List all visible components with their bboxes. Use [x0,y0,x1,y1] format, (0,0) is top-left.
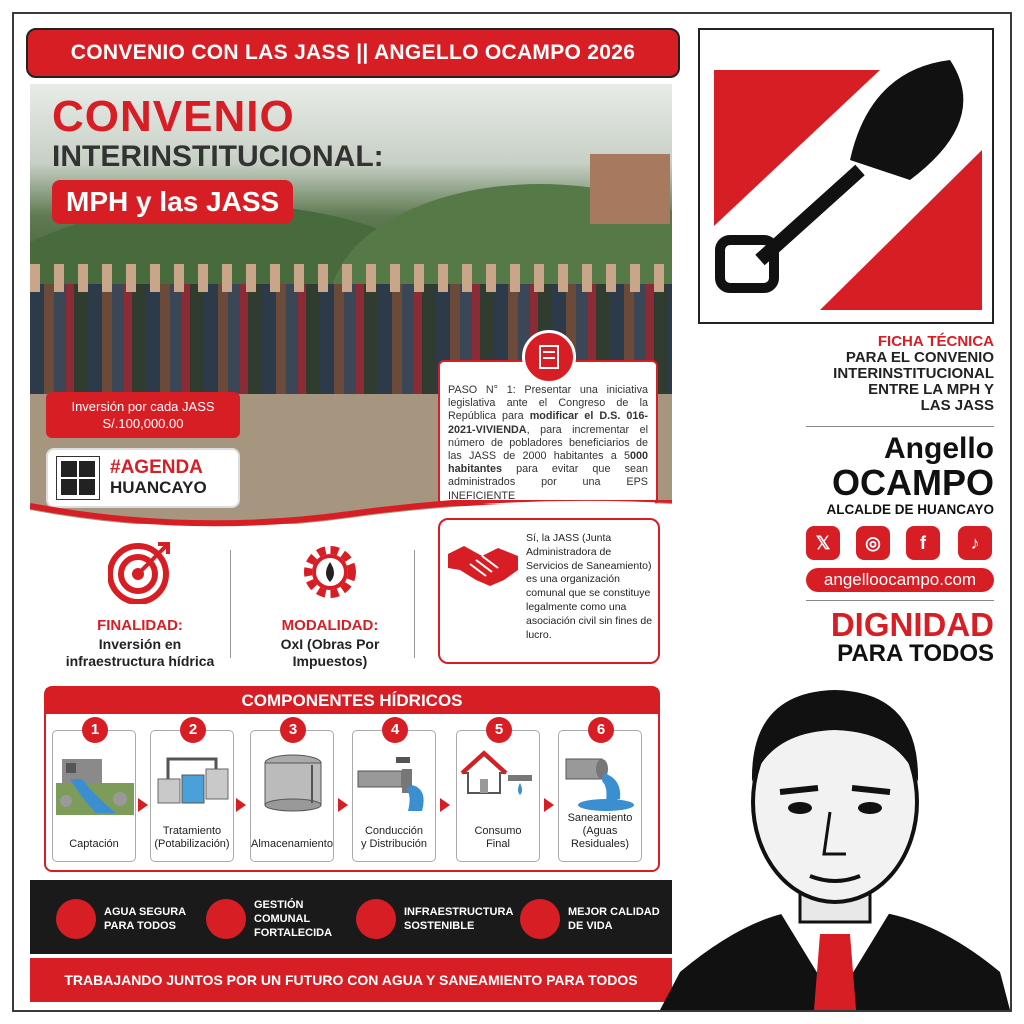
ficha-line: PARA EL CONVENIO [845,349,994,366]
ficha-tecnica [760,334,994,414]
component-label: Captación [69,838,119,850]
candidate-last-name: OCAMPO [832,462,994,503]
target-icon [108,540,172,604]
treatment-plant-icon [154,749,232,815]
website-link[interactable]: angelloocampo.com [806,568,994,592]
water-intake-icon [56,749,134,815]
component-card [150,721,234,862]
component-card [52,721,136,862]
ficha-line: INTERINSTITUCIONAL [833,365,994,382]
instagram-icon[interactable]: ◎ [856,526,890,560]
footer-slogan: TRABAJANDO JUNTOS POR UN FUTURO CON AGUA Y SANEAMIENTO PARA TODOS [30,958,672,1002]
feature-line: GESTIÓN [254,899,304,911]
community-icon [206,899,246,939]
ficha-line: ENTRE LA MPH Y [868,381,994,398]
component-card [558,721,642,862]
storage-tank-icon [254,749,332,815]
agenda-hashtag: #AGENDA [110,457,203,478]
component-label: Almacenamiento [251,838,333,850]
finalidad-value: Inversión en infraestructura hídrica [65,636,215,669]
pipe-faucet-icon [356,749,434,815]
ficha-title: FICHA TÉCNICA [877,333,994,350]
feature-line: FORTALECIDA [254,927,333,939]
arrow-right-icon [544,798,554,812]
wastewater-pipe-icon [562,749,640,815]
paso-bold-1: modificar el D.S. 016-2021-VIVIENDA [448,410,648,436]
paso-text-3: para evitar que sean administrados por una EPS INEFICIENTE [448,463,648,502]
component-sub: (Aguas Residuales) [570,825,630,850]
water-drop-icon [356,899,396,939]
finalidad-label: FINALIDAD: [97,617,183,634]
handshake-icon [446,540,520,590]
component-number: 4 [382,717,408,743]
tiktok-icon[interactable]: ♪ [958,526,992,560]
component-sub: y Distribución [360,838,428,850]
component-number: 3 [280,717,306,743]
component-card [456,721,540,862]
feature-item [356,896,513,942]
agenda-city: HUANCAYO [110,478,207,497]
candidate-role: ALCALDE DE HUANCAYO [826,502,994,517]
paso-text-1: PASO N° 1: Presentar una iniciativa legislativa ante el Congreso de la República para [448,384,648,423]
gear-drop-icon [298,540,362,604]
document-icon [522,330,576,384]
component-sub: (Potabilización) [154,838,230,850]
component-card [250,721,334,862]
investment-badge [46,392,240,438]
component-number: 6 [588,717,614,743]
feature-line: AGUA SEGURA [104,906,187,918]
component-number: 1 [82,717,108,743]
divider [414,550,415,658]
candidate-portrait [660,672,1010,1010]
party-logo [698,28,994,324]
ficha-line: LAS JASS [920,397,994,414]
component-sub: Final [486,838,510,850]
divider [230,550,231,658]
jass-definition-text: Sí, la JASS (Junta Administradora de Servicios de Saneamiento) es una organización comunal que se constituye legalmente como una asociación civil sin fines de lucro. [526,532,653,641]
jass-definition-box [438,518,660,664]
feature-line: PARA TODOS [104,920,176,932]
feature-line: COMUNAL [254,913,311,925]
arrow-right-icon [440,798,450,812]
arrow-right-icon [138,798,148,812]
component-label: Conducción [364,825,424,837]
feature-line: INFRAESTRUCTURA [404,906,514,918]
feature-line: SOSTENIBLE [404,920,475,932]
municipal-seal-icon [56,456,100,500]
candidate-first-name: Angello [884,432,994,465]
component-number: 5 [486,717,512,743]
hands-care-icon [520,899,560,939]
divider [806,426,994,427]
component-label: Tratamiento [162,825,222,837]
title-convenio: CONVENIO [52,92,295,141]
paso-text-2: , para incrementar el número de pobladores beneficiarios de las JASS de 2000 habitantes a 5 [448,423,648,463]
componentes-title: COMPONENTES HÍDRICOS [46,688,658,714]
title-interinstitucional: INTERINSTITUCIONAL: [52,140,384,173]
header-title: CONVENIO CON LAS JASS || ANGELLO OCAMPO 2026 [70,41,636,64]
arrow-right-icon [236,798,246,812]
finalidad-block [60,540,220,670]
divider [806,600,994,601]
investment-label: Inversión por cada JASS [71,399,215,414]
feature-item [56,896,186,942]
header-banner [26,28,680,78]
shield-check-icon [56,899,96,939]
modalidad-value: OxI (Obras Por Impuestos) [280,636,380,669]
agenda-badge [46,448,240,508]
title-mph-jass: MPH y las JASS [52,180,293,224]
feature-line: MEJOR CALIDAD [568,906,660,918]
feature-item [520,896,660,942]
component-number: 2 [180,717,206,743]
shovel-logo-icon [700,30,994,324]
component-label: Saneamiento [567,812,633,824]
modalidad-label: MODALIDAD: [281,617,379,634]
slogan-dignidad: DIGNIDAD [830,606,994,643]
x-icon[interactable]: 𝕏 [806,526,840,560]
modalidad-block [250,540,410,670]
slogan-para-todos: PARA TODOS [837,640,994,667]
componentes-hidricos-panel [44,686,660,872]
paso-bold-2: 000 habitantes [448,450,648,476]
feature-item [206,896,332,942]
facebook-icon[interactable]: f [906,526,940,560]
component-card [352,721,436,862]
house-faucet-icon [460,749,538,815]
investment-amount: S/.100,000.00 [102,416,184,431]
component-label: Consumo [474,825,522,837]
feature-line: DE VIDA [568,920,613,932]
arrow-right-icon [338,798,348,812]
